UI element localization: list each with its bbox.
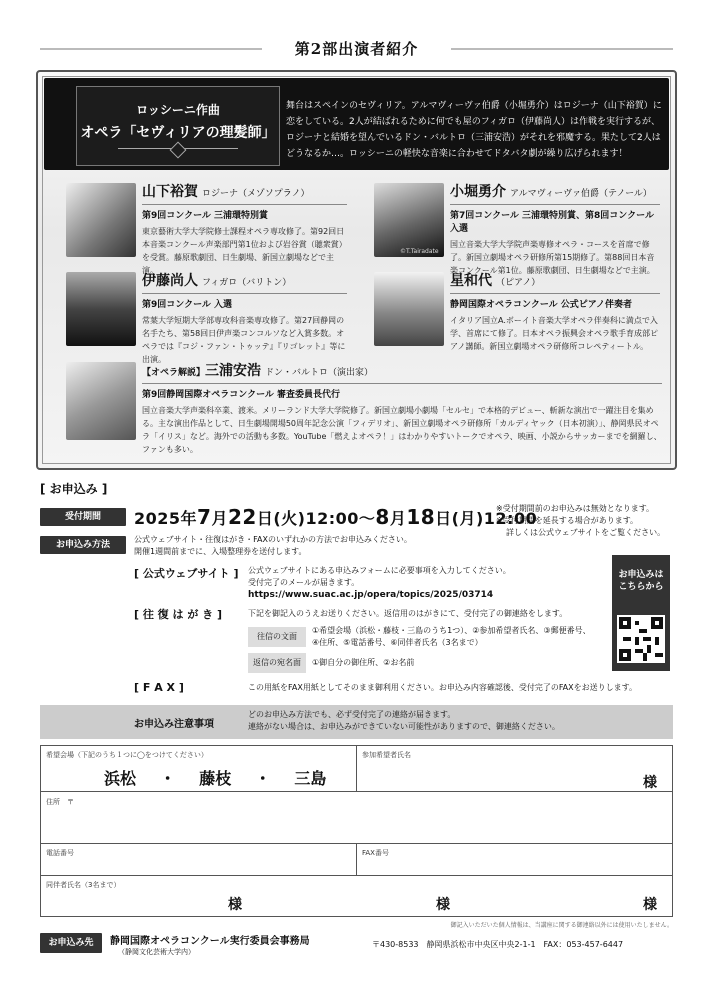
divider <box>40 875 673 876</box>
name-label: 参加希望者氏名 <box>362 751 411 759</box>
note: ※受付期間を延長する場合があります。 <box>496 516 639 525</box>
fax-label: [ F A X ] <box>134 681 184 694</box>
opera-title: オペラ「セヴィリアの理髪師」 <box>80 125 276 141</box>
performer-bio: 国立音楽大学大学院声楽専修オペラ・コースを首席で修了。新国立劇場オペラ研修所第15期修了。第88回日本音楽コンクール第1位。藤原歌劇団、日生劇場などで主演。 <box>450 240 655 275</box>
venue-label: 希望会場（下記のうち１つに◯をつけてください） <box>46 751 208 759</box>
period-notes <box>496 503 665 539</box>
performer-bio: 国立音楽大学声楽科卒業、渡米。メリーランド大学大学院修了。新国立劇場小劇場「セルセ」で本格的デビュー、斬新な演出で一躍注目を集める。主な演出作品として、日生劇場開場50周年記念公演「フィデリオ」、新国立劇場オペラ研修所「カルディヤック（日本初演）」、静岡県民オペラ「イリス」など。海外での活動も多数。YouTube「燃えよオペラ！」はわかりやすいトークでオペラ、映画、小説からサッカーまでを網羅し、ファンも多い。 <box>142 406 662 454</box>
performer-award: 第9回静岡国際オペラコンクール 審査委員長代行 <box>142 383 662 400</box>
page-title: 第2部出演者紹介 <box>294 40 419 58</box>
performer-name: 山下裕賀 <box>142 184 198 200</box>
sama-label: 様 <box>228 897 242 913</box>
divider <box>40 48 262 50</box>
performer-role: （ピアノ） <box>496 278 541 288</box>
performer-award: 第9回コンクール 入選 <box>142 293 347 310</box>
note: 詳しくは公式ウェブサイトをご覧ください。 <box>506 528 666 537</box>
performer-photo <box>374 272 444 346</box>
performer-card <box>142 360 662 456</box>
opera-title-box <box>76 86 280 166</box>
performer-name: 小堀勇介 <box>450 184 506 200</box>
sama-label: 様 <box>436 897 450 913</box>
postcard-label: [ 往 復 は が き ] <box>134 608 223 621</box>
footer-org: 静岡国際オペラコンクール実行委員会事務局 <box>110 936 310 947</box>
footer-sub: （静岡文化芸術大学内） <box>118 948 195 956</box>
web-line: 公式ウェブサイトにある申込みフォームに必要事項を入力してください。 <box>248 566 511 575</box>
companion-field[interactable] <box>260 890 450 914</box>
divider <box>356 843 357 875</box>
opera-synopsis: 舞台はスペインのセヴィリア。アルマヴィーヴァ伯爵（小堀勇介）はロジーナ（山下裕賀）に恋をしている。2人が結ばれるために何でも屋のフィガロ（伊藤尚人）は作戦を実行するが、ロジーナと結婚を望んでいるドン・バルトロ（三浦安浩）がそれを邪魔する。果たして2人はどうなるか…。ロッシーニの軽快な音楽に合わせてドタバタ劇が繰り広げられます！ <box>286 101 662 159</box>
period-text: 2025年 <box>134 509 198 528</box>
performer-role: アルマヴィーヴァ伯爵（テノール） <box>510 189 652 199</box>
qr-code[interactable] <box>617 615 665 663</box>
fax-number-field[interactable] <box>362 856 666 874</box>
ornament <box>118 148 238 158</box>
divider <box>356 745 357 791</box>
qr-label: こちらから <box>618 582 664 592</box>
web-line: 受付完了のメールが届きます。 <box>248 578 360 587</box>
postcard-body-text <box>312 625 608 649</box>
venue-separator: ・ <box>254 769 271 788</box>
period-label: 受付期間 <box>40 508 126 526</box>
sama-label: 様 <box>643 775 657 791</box>
performer-card <box>142 181 347 277</box>
privacy-note: 御記入いただいた個人情報は、当講座に関する御連絡以外には使用いたしません。 <box>450 922 673 929</box>
period-text: 22 <box>227 505 257 529</box>
postcard-body-line: ①希望会場（浜松・藤枝・三島のうち1つ）、②参加希望者氏名、③郵便番号、 <box>312 626 591 635</box>
caution-line: 連絡がない場合は、お申込みができていない可能性がありますので、御連絡ください。 <box>248 722 560 731</box>
qr-label: お申込みは <box>618 570 664 580</box>
performer-role: フィガロ（バリトン） <box>202 278 292 288</box>
photo-credit: ©T.Tairadate <box>400 248 439 255</box>
postcard-addr-text: ①御自分の御住所、②お名前 <box>312 658 415 667</box>
composer: ロッシーニ作曲 <box>136 103 220 117</box>
sama-label: 様 <box>643 897 657 913</box>
performer-bio: 東京藝術大学大学院修士課程オペラ専攻修了。第92回日本音楽コンクール声楽部門第1位および岩谷賞（聴衆賞）を受賞。藤原歌劇団、日生劇場、新国立劇場などで主演。 <box>142 227 347 275</box>
postcard-body-line: ④住所、⑤電話番号、⑥同伴者氏名（3名まで） <box>312 638 483 647</box>
method-line: 開催1週間前までに、入場整理券を送付します。 <box>134 547 307 556</box>
address-label: 住所 〒 <box>46 798 74 806</box>
web-text <box>248 565 608 601</box>
performer-card <box>142 270 347 366</box>
method-text <box>134 534 494 558</box>
venue-option[interactable]: 藤枝 <box>199 769 232 788</box>
performer-bio: イタリア国立A.ボーイト音楽大学オペラ伴奏科に満点で入学、首席にて修了。日本オペラ振興会オペラ歌手育成部ピアノ講師。新国立劇場オペラ研修所コレペティートル。 <box>450 316 658 351</box>
performer-award: 静岡国際オペラコンクール 公式ピアノ伴奏者 <box>450 293 660 310</box>
method-label: お申込み方法 <box>40 536 126 554</box>
performer-tag: 【オペラ解説】 <box>142 368 206 378</box>
postcard-body-label: 往信の文面 <box>248 627 306 647</box>
venue-option[interactable]: 浜松 <box>104 769 137 788</box>
footer-label: お申込み先 <box>40 933 102 953</box>
performer-photo <box>66 272 136 346</box>
period-text: 18 <box>406 505 436 529</box>
venue-separator: ・ <box>159 769 176 788</box>
footer-address: 〒430-8533 静岡県浜松市中央区中央2-1-1 FAX：053-457-6447 <box>372 940 624 949</box>
performer-role: ロジーナ（メゾソプラノ） <box>202 189 310 199</box>
phone-field[interactable] <box>46 856 350 874</box>
period-text: 日(月)12:00 <box>435 509 538 528</box>
performer-name: 伊藤尚人 <box>142 273 198 289</box>
postcard-addr-label: 返信の宛名面 <box>248 653 306 673</box>
phone-label: 電話番号 <box>46 849 74 857</box>
period-text: 日(火)12:00〜 <box>256 509 376 528</box>
fax-number-label: FAX番号 <box>362 849 389 857</box>
divider <box>40 791 673 792</box>
period-text: 7 <box>197 505 212 529</box>
performer-award: 第7回コンクール 三浦環特別賞、第8回コンクール入選 <box>450 204 660 234</box>
web-url-link[interactable]: https://www.suac.ac.jp/opera/topics/2025/03714 <box>248 590 494 600</box>
qr-box <box>612 555 670 671</box>
name-field[interactable] <box>362 760 662 790</box>
performer-role: ドン・バルトロ（演出家） <box>265 368 374 378</box>
performer-award: 第9回コンクール 三浦環特別賞 <box>142 204 347 221</box>
performer-card <box>450 270 660 353</box>
period-text: 月 <box>211 509 228 528</box>
companion-field[interactable] <box>464 890 654 914</box>
venue-choices[interactable] <box>104 766 326 789</box>
address-field[interactable] <box>46 808 666 840</box>
caution-text <box>248 709 668 733</box>
companion-label: 同伴者氏名（3名まで） <box>46 881 121 889</box>
application-period <box>134 505 537 529</box>
performer-name: 星和代 <box>450 273 492 289</box>
caution-line: どのお申込み方法でも、必ず受付完了の連絡が届きます。 <box>248 710 456 719</box>
divider <box>451 48 673 50</box>
period-text: 月 <box>389 509 407 528</box>
section-header <box>40 38 673 60</box>
companion-field[interactable] <box>46 890 246 914</box>
performer-photo <box>374 183 444 257</box>
application-title: [ お申込み ] <box>40 482 108 496</box>
performer-photo <box>66 183 136 257</box>
fax-text: この用紙をFAX用紙としてそのまま御利用ください。お申込み内容確認後、受付完了のFAXをお送りします。 <box>248 683 637 692</box>
caution-label: お申込み注意事項 <box>134 719 214 730</box>
venue-option[interactable]: 三島 <box>294 769 327 788</box>
web-label: [ 公式ウェブサイト ] <box>134 567 239 580</box>
performer-name: 三浦安浩 <box>205 363 262 379</box>
method-line: 公式ウェブサイト・往復はがき・FAXのいずれかの方法でお申込みください。 <box>134 535 412 544</box>
period-text: 8 <box>375 505 390 529</box>
performer-photo <box>66 362 136 440</box>
performer-bio: 常葉大学短期大学部専攻科音楽専攻修了。第27回静岡の名手たち、第58回日伊声楽コンコルソなど入賞多数。オペラでは『コジ・ファン・トゥッテ』『リゴレット』等に出演。 <box>142 316 346 364</box>
performer-card <box>450 181 660 277</box>
postcard-text: 下記を御記入のうえお送りください。返信用のはがきにて、受付完了の御連絡をします。 <box>248 609 568 618</box>
note: ※受付期間前のお申込みは無効となります。 <box>496 504 655 513</box>
